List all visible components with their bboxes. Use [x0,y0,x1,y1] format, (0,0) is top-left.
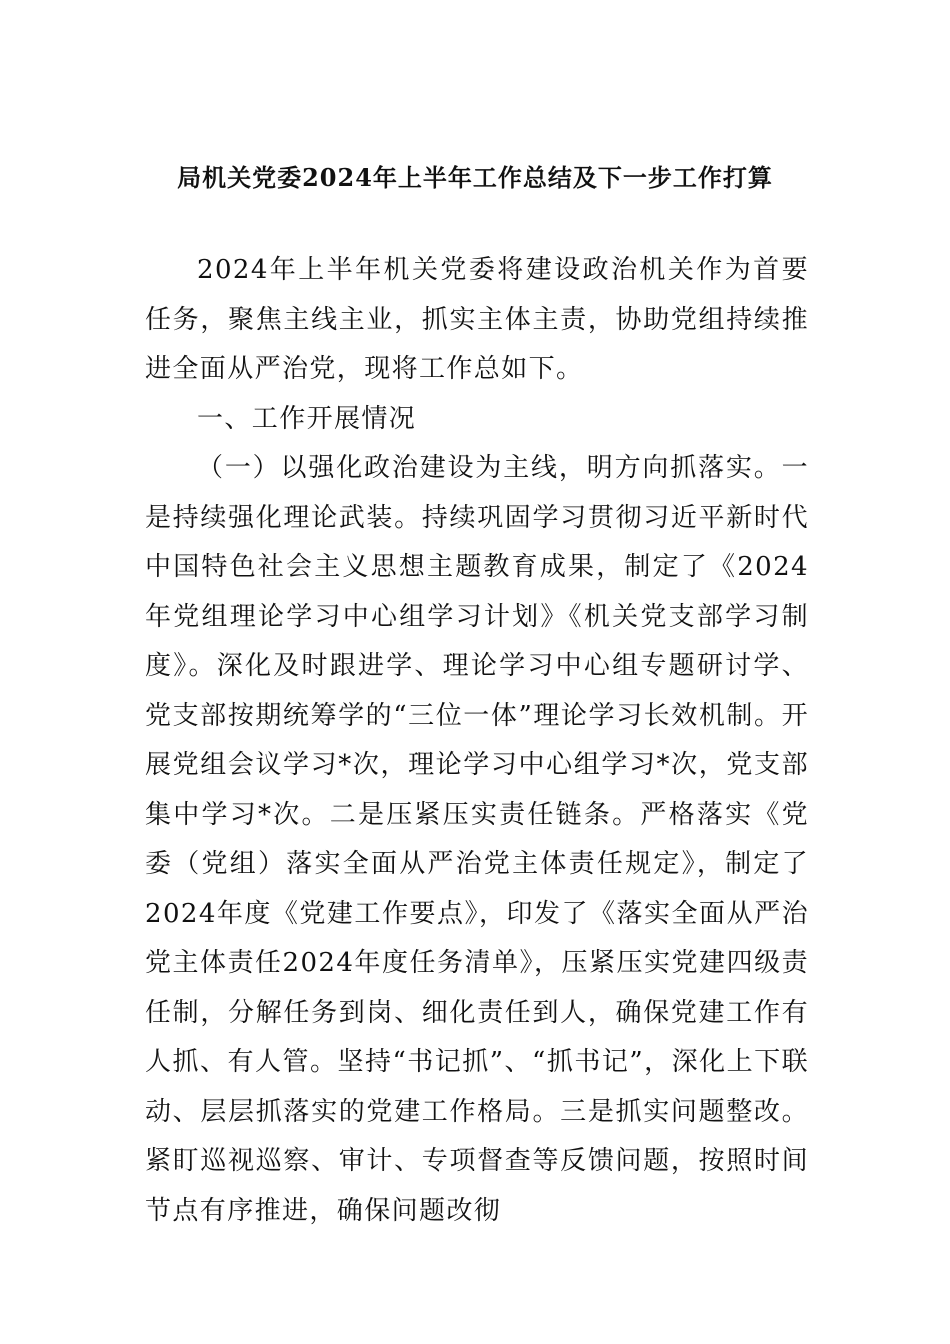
section-heading: 一、工作开展情况 [197,403,417,434]
intro-paragraph: 2024年上半年机关党委将建设政治机关作为首要任务，聚焦主线主业，抓实主体主责，协助党组持续推进全面从严治党，现将工作总如下。 [145,255,809,384]
subsection-paragraph: （一）以强化政治建设为主线，明方向抓落实。一是持续强化理论武装。持续巩固学习贯彻习近平新时代中国特色社会主义思想主题教育成果，制定了《2024年党组理论学习中心组学习计划》《机关党支部学习制度》。深化及时跟进学、理论学习中心组专题研讨学、党支部按期统筹学的“三位一体”理论学习长效机制。开展党组会议学习*次，理论学习中心组学习*次，党支部集中学习*次。二是压紧压实责任链条。严格落实《党委（党组）落实全面从严治党主体责任规定》，制定了2024年度《党建工作要点》，印发了《落实全面从严治党主体责任2024年度任务清单》，压紧压实党建四级责任制，分解任务到岗、细化责任到人，确保党建工作有人抓、有人管。坚持“书记抓”、“抓书记”，深化上下联动、层层抓落实的党建工作格局。三是抓实问题整改。紧盯巡视巡察、审计、专项督查等反馈问题，按照时间节点有序推进，确保问题改彻 [145,453,809,1226]
document-title: 局机关党委2024年上半年工作总结及下一步工作打算 [177,163,773,192]
document-body [145,246,809,1236]
